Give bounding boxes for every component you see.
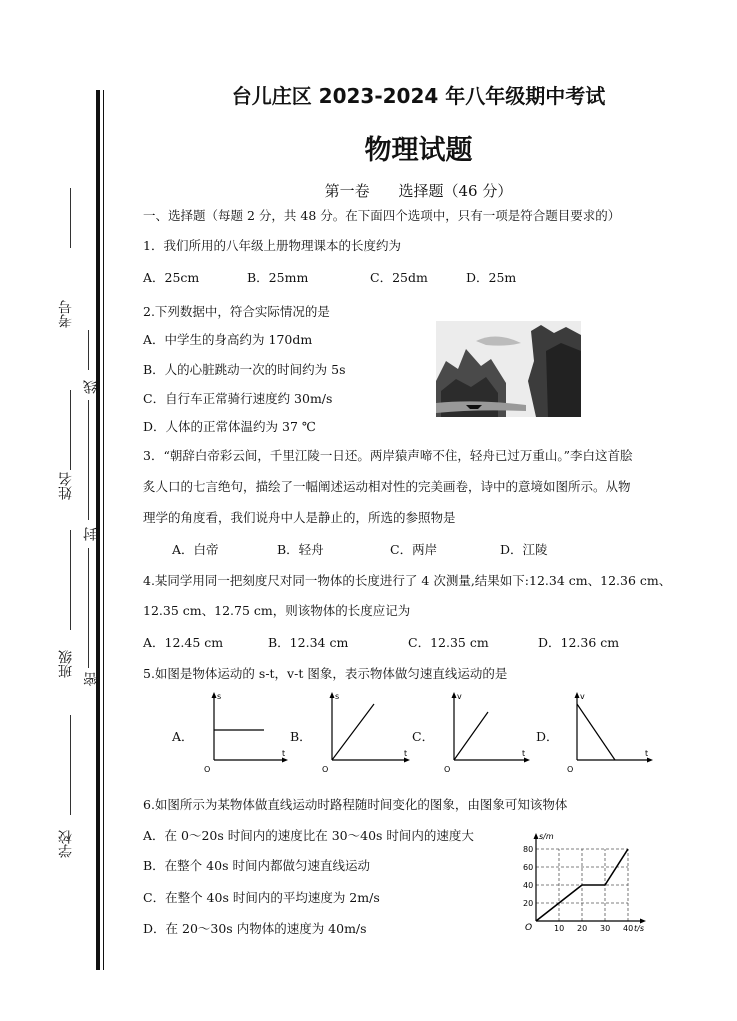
origin-label: O: [444, 765, 451, 774]
q3-line-1: 3．“朝辞白帝彩云间，千里江陵一日还。两岸猿声啼不住，轻舟已过万重山。”李白这首脍: [143, 448, 633, 463]
section-a: 第一卷: [324, 182, 370, 200]
q5-label-d: D．: [536, 729, 559, 744]
q6-st-chart: [514, 827, 674, 935]
y-label: v: [457, 692, 462, 701]
x-label: t: [404, 749, 408, 758]
seal-dash: [88, 548, 89, 668]
y-arrow: [212, 692, 217, 698]
q5-label-b: B．: [290, 729, 312, 744]
y-tick-label: 40: [523, 881, 534, 890]
graph-line: [454, 712, 488, 760]
seal-feng-char: 封: [83, 527, 99, 541]
y-tick-label: 60: [523, 863, 534, 872]
q5-label-c: C．: [412, 729, 435, 744]
x-label: t: [522, 749, 526, 758]
exam-no-label: 考号: [58, 300, 74, 328]
school-underline: [70, 715, 71, 815]
y-arrow: [330, 692, 335, 698]
origin-label: O: [567, 765, 574, 774]
seal-mi-char: 密: [83, 672, 99, 686]
x-axis-label: t/s: [634, 924, 644, 933]
q4-option-d: D．12.36 cm: [538, 635, 620, 650]
y-label: v: [580, 692, 585, 701]
q3-option-b: B．轻舟: [277, 542, 324, 557]
y-arrow: [534, 833, 539, 839]
school-label: 学校: [58, 830, 74, 858]
y-tick-label: 80: [523, 845, 534, 854]
seal-dash: [88, 330, 89, 370]
name-label: 姓名: [58, 472, 74, 500]
q4-option-c: C．12.35 cm: [408, 635, 489, 650]
y-label: s: [217, 692, 222, 701]
q1-stem: 1．我们所用的八年级上册物理课本的长度约为: [143, 238, 401, 253]
x-arrow: [647, 758, 653, 763]
seal-dash: [88, 400, 89, 520]
q2-option-b: B．人的心脏跳动一次的时间约为 5s: [143, 362, 346, 377]
origin-label: O: [322, 765, 329, 774]
subject-title: 物理试题: [364, 135, 473, 166]
q6-option-a: A．在 0～20s 时间内的速度比在 30～40s 时间内的速度大: [143, 828, 474, 843]
q5-graph-c: [440, 688, 535, 778]
y-label: s: [335, 692, 340, 701]
q1-option-c: C．25dm: [370, 270, 428, 285]
instructions: 一、选择题（每题 2 分，共 48 分。在下面四个选项中，只有一项是符合题目要求的）: [143, 208, 621, 223]
q3-option-c: C．两岸: [390, 542, 438, 557]
q2-option-d: D．人体的正常体温约为 37 ℃: [143, 419, 316, 434]
graph-line: [332, 704, 374, 760]
landscape-painting: [436, 321, 581, 417]
q5-graph-d: [563, 688, 658, 778]
x-label: t: [282, 749, 286, 758]
y-arrow: [452, 692, 457, 698]
q1-option-b: B．25mm: [247, 270, 309, 285]
q1-option-d: D．25m: [466, 270, 517, 285]
exam-title: 台儿庄区 2023-2024 年八年级期中考试: [231, 84, 606, 108]
q4-option-a: A．12.45 cm: [143, 635, 224, 650]
q2-stem: 2.下列数据中，符合实际情况的是: [143, 304, 330, 319]
x-tick-label: 10: [554, 924, 565, 933]
binding-bar-thin: [103, 90, 104, 970]
x-arrow: [282, 758, 288, 763]
x-tick-label: 40: [623, 924, 634, 933]
q5-label-a: A．: [172, 729, 194, 744]
class-label: 班级: [58, 650, 74, 678]
q6-option-d: D．在 20～30s 内物体的速度为 40m/s: [143, 921, 367, 936]
q3-option-a: A．白帝: [172, 542, 219, 557]
graph-line: [577, 704, 615, 760]
q4-option-b: B．12.34 cm: [268, 635, 349, 650]
q5-graph-a: [200, 688, 290, 778]
q3-line-3: 理学的角度看，我们说舟中人是静止的，所选的参照物是: [143, 510, 456, 525]
q1-option-a: A．25cm: [143, 270, 200, 285]
q6-stem: 6.如图所示为某物体做直线运动时路程随时间变化的图象，由图象可知该物体: [143, 797, 568, 812]
section-b: 选择题（46 分）: [398, 182, 513, 200]
q5-stem: 5.如图是物体运动的 s-t，v-t 图象，表示物体做匀速直线运动的是: [143, 666, 508, 681]
x-arrow: [524, 758, 530, 763]
y-tick-label: 20: [523, 899, 534, 908]
q4-line-1: 4.某同学用同一把刻度尺对同一物体的长度进行了 4 次测量,结果如下:12.34 cm、12.36 cm、: [143, 573, 672, 588]
seal-line-char: 线: [83, 380, 99, 394]
y-axis-label: s/m: [539, 832, 554, 841]
q2-option-a: A．中学生的身高约为 170dm: [143, 332, 313, 347]
origin-label: O: [204, 765, 211, 774]
origin-label: O: [525, 923, 533, 933]
section-heading: [0, 180, 737, 201]
y-arrow: [575, 692, 580, 698]
x-arrow: [640, 919, 646, 924]
x-tick-label: 30: [600, 924, 611, 933]
x-tick-label: 20: [577, 924, 588, 933]
q3-option-d: D．江陵: [500, 542, 548, 557]
name-underline: [70, 390, 71, 470]
q2-option-c: C．自行车正常骑行速度约 30m/s: [143, 391, 333, 406]
q6-option-c: C．在整个 40s 时间内的平均速度为 2m/s: [143, 890, 380, 905]
class-underline: [70, 530, 71, 630]
q6-option-b: B．在整个 40s 时间内都做匀速直线运动: [143, 858, 370, 873]
x-arrow: [404, 758, 410, 763]
q3-line-2: 炙人口的七言绝句，描绘了一幅阐述运动相对性的完美画卷，诗中的意境如图所示。从物: [143, 479, 631, 494]
q5-graph-b: [318, 688, 413, 778]
q4-line-2: 12.35 cm、12.75 cm，则该物体的长度应记为: [143, 603, 411, 618]
x-label: t: [645, 749, 649, 758]
